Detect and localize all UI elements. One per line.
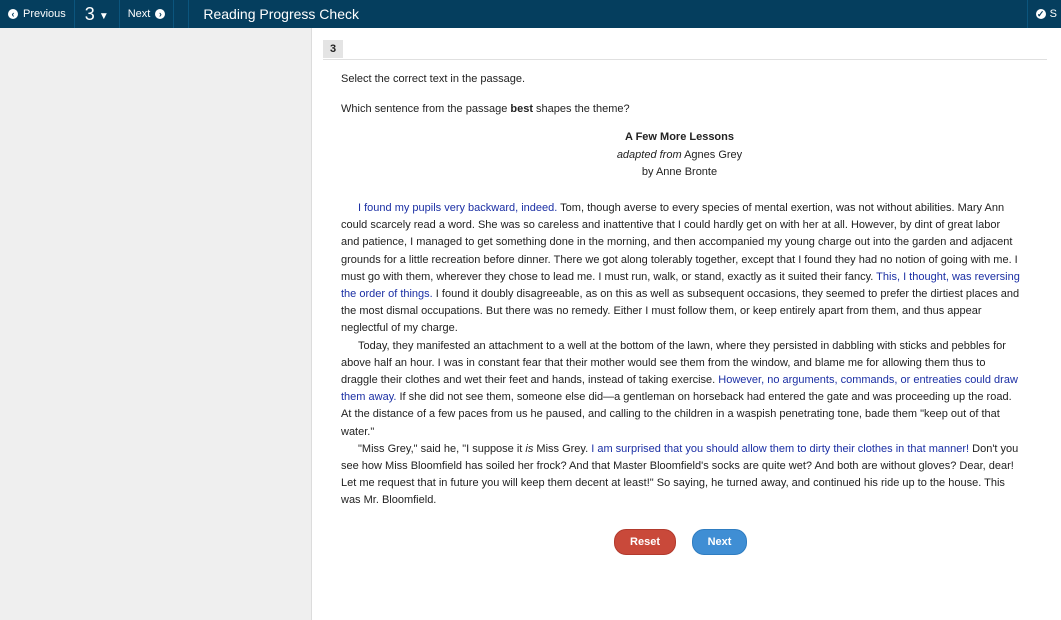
paragraph-1 xyxy=(341,200,1021,338)
question-tab[interactable]: 3 xyxy=(323,40,343,58)
passage-body xyxy=(341,200,1021,510)
page-title: Reading Progress Check xyxy=(188,0,359,28)
toolbar-spacer xyxy=(359,0,1027,28)
passage-text: "Miss Grey," said he, "I suppose it xyxy=(358,442,526,455)
subtitle-italic: adapted from xyxy=(616,149,682,161)
previous-button[interactable] xyxy=(0,0,75,28)
prompt-suffix: shapes the theme? xyxy=(533,103,630,115)
paragraph-2 xyxy=(341,338,1021,441)
passage-text: Don't you see how Miss Bloomfield has soiled her frock? And that Master Bloomfield's socks are quite wet? And both are without gloves? Dear, dear! Let me request that in future you will keep them decent at least!" So saying, he turned away, and continued his ride up to the house. This was Mr. Bloomfield. xyxy=(341,442,1019,507)
previous-label: Previous xyxy=(23,8,66,20)
passage-text: Miss Grey. xyxy=(533,442,592,455)
right-toolbar-label: S xyxy=(1049,8,1057,20)
arrow-right-circle-icon: › xyxy=(155,9,165,19)
top-toolbar xyxy=(0,0,1061,28)
next-button[interactable]: Next xyxy=(692,529,747,555)
passage-text: Today, they manifested an attachment to a well at the bottom of the lawn, where they persisted in dabbling with sticks and pebbles for above half an hour. I was in constant fear that their mother would see them from the window, and blame me for allowing them thus to draggle their clothes and wet their feet and hands, instead of taking exercise. xyxy=(341,339,1006,387)
prompt-bold: best xyxy=(510,103,533,115)
passage-italic: is xyxy=(525,442,534,455)
right-toolbar-button[interactable] xyxy=(1027,0,1061,28)
question-panel xyxy=(311,28,1061,620)
passage-text: I found it doubly disagreeable, as on this as well as subsequent occasions, they seemed to prefer the dirtiest places and the most dismal occupations. But there was no remedy. Either I must follow them, or keep entirely apart from them, and thus appear neglectful of my charge. xyxy=(341,288,1020,335)
instruction-text: Select the correct text in the passage. xyxy=(341,73,526,85)
passage-title: A Few More Lessons xyxy=(624,131,734,143)
question-prompt xyxy=(341,103,630,115)
subtitle-rest: Agnes Grey xyxy=(681,149,743,161)
selectable-sentence[interactable]: This, I thought, was reversing the order of things. xyxy=(341,270,1020,301)
passage-text: If she did not see them, someone else did—a gentleman on horseback had entered the gate and was proceeding up the road. At the distance of a few paces from us he paused, and calling to the children in a waspish penetrating tone, bade them "keep out of that water." xyxy=(341,391,1012,438)
passage-text: Tom, though averse to every species of mental exertion, was not without abilities. Mary Ann could scarcely read a word. She was so careless and inattentive that I could hardly get on with her at all. However, by dint of great labor and patience, I managed to get something done in the morning, and then accompanied my young charge out into the garden and adjacent grounds for a little recreation before dinner. There we got along tolerably together, except that I found they had no notion of going with me. I must go with them, wherever they chose to lead me. I must run, walk, or stand, exactly as it suited their fancy. xyxy=(341,202,1018,283)
passage-author: by Anne Bronte xyxy=(641,166,718,178)
next-label: Next xyxy=(127,8,151,20)
paragraph-3 xyxy=(341,441,1021,510)
question-number: 3 xyxy=(84,3,95,24)
question-selector[interactable] xyxy=(75,0,120,28)
prompt-prefix: Which sentence from the passage xyxy=(341,103,511,115)
passage-subtitle xyxy=(312,149,1047,161)
selectable-sentence[interactable]: I found my pupils very backward, indeed. xyxy=(358,202,558,214)
arrow-left-circle-icon: ‹ xyxy=(8,9,18,19)
selectable-sentence[interactable]: However, no arguments, commands, or entreaties could draw them away. xyxy=(341,374,1018,404)
next-nav-button[interactable] xyxy=(120,0,175,28)
selectable-sentence[interactable]: I am surprised that you should allow them to dirty their clothes in that manner! xyxy=(591,442,970,455)
reset-button[interactable]: Reset xyxy=(614,529,676,555)
check-circle-icon: ✓ xyxy=(1036,9,1045,19)
chevron-down-icon: ▼ xyxy=(98,10,109,22)
tab-divider xyxy=(323,59,1047,60)
